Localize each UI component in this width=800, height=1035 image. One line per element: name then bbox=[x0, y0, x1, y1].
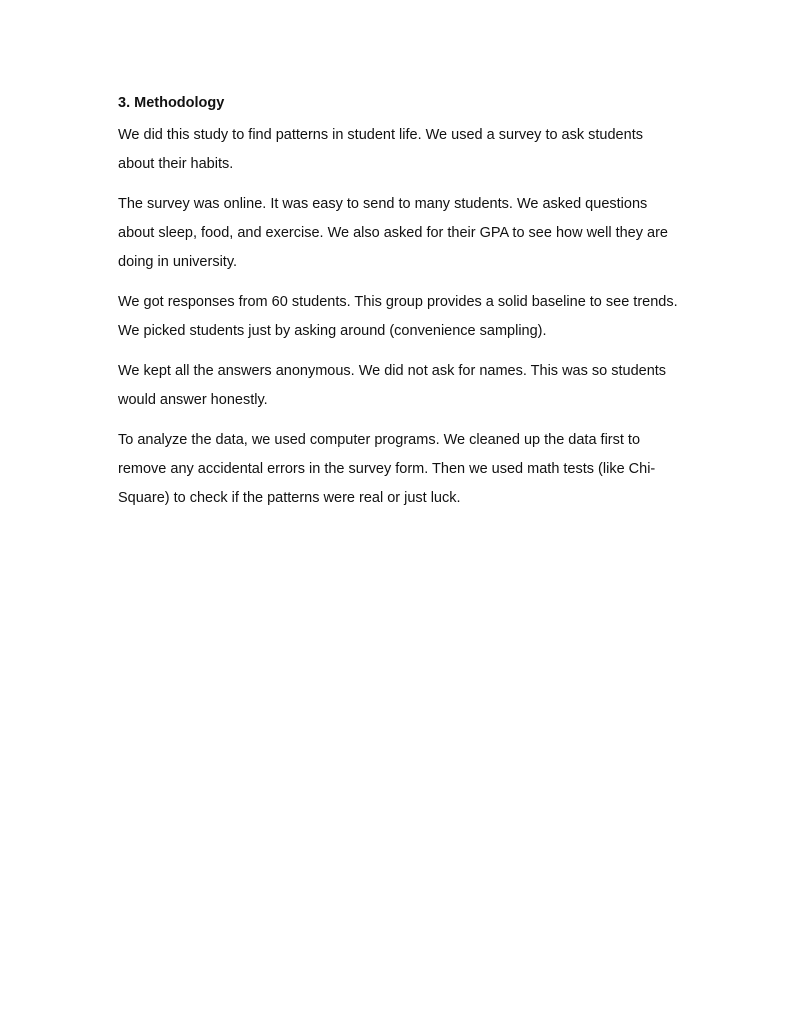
paragraph-5: To analyze the data, we used computer programs. We cleaned up the data first to remove any accidental errors in the survey form. Then we used math tests (like Chi-Square) to check if the patterns were real or just luck. bbox=[118, 432, 656, 506]
section-heading: 3. Methodology bbox=[118, 95, 225, 111]
paragraph-3: We got responses from 60 students. This group provides a solid baseline to see trends. We picked students just by asking around (convenience sampling). bbox=[118, 294, 678, 339]
paragraph-4: We kept all the answers anonymous. We did not ask for names. This was so students would answer honestly. bbox=[118, 363, 667, 408]
paragraph-1: We did this study to find patterns in student life. We used a survey to ask students about their habits. bbox=[118, 127, 643, 172]
paragraph-2: The survey was online. It was easy to send to many students. We asked questions about sleep, food, and exercise. We also asked for their GPA to see how well they are doing in university. bbox=[118, 196, 668, 270]
document-body bbox=[118, 93, 683, 524]
